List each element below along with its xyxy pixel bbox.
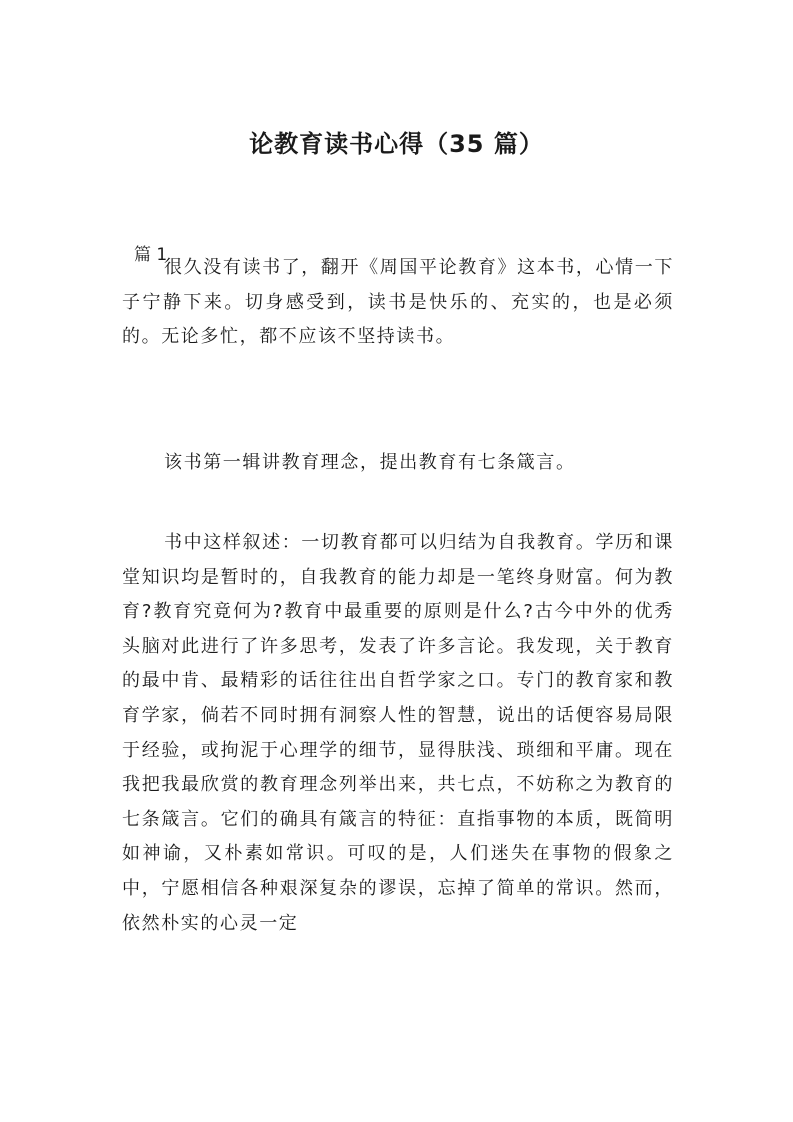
document-title: 论教育读书心得（35 篇） (249, 130, 544, 158)
paragraph-3: 书中这样叙述：一切教育都可以归结为自我教育。学历和课堂知识均是暂时的，自我教育的能力却是一笔终身财富。何为教育?教育究竟何为?教育中最重要的原则是什么?古今中外的优秀头脑对此进行了许多思考，发表了许多言论。我发现，关于教育的最中肯、最精彩的话往往出自哲学家之口。专门的教育家和教育学家，倘若不同时拥有洞察人性的智慧，说出的话便容易局限于经验，或拘泥于心理学的细节，显得肤浅、琐细和平庸。现在我把我最欣赏的教育理念列举出来，共七点，不妨称之为教育的七条箴言。它们的确具有箴言的特征：直指事物的本质，既简明如神谕，又朴素如常识。可叹的是，人们迷失在事物的假象之中，宁愿相信各种艰深复杂的谬误，忘掉了简单的常识。然而，依然朴实的心灵一定 (122, 532, 674, 934)
paragraph-1: 很久没有读书了，翻开《周国平论教育》这本书，心情一下子宁静下来。切身感受到，读书是快乐的、充实的，也是必须的。无论多忙，都不应该不坚持读书。 (122, 257, 674, 348)
paragraph-2: 该书第一辑讲教育理念，提出教育有七条箴言。 (164, 452, 576, 473)
section-heading: 篇 1 (134, 245, 168, 265)
